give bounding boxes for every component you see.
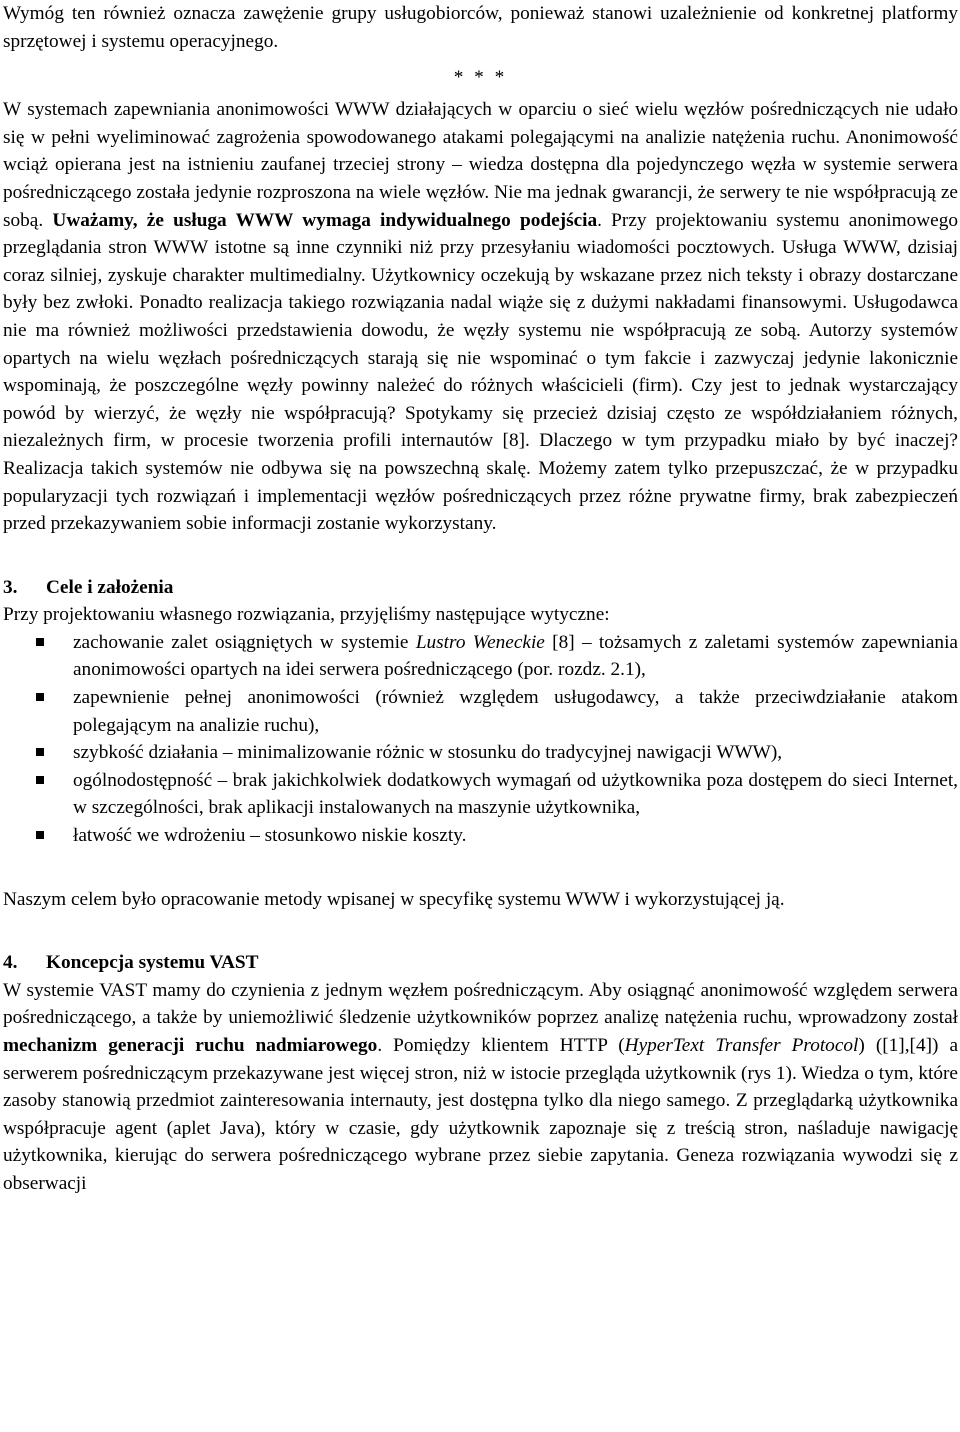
document-page [3, 0, 958, 1198]
spacer [3, 913, 958, 949]
anonymity-text-1: W systemach zapewniania anonimowości WWW działających w oparciu o sieć wielu węzłów pośredniczących nie udało się w pełni wyeliminować zagrożenia spowodowanego atakami polegającymi na analizie natężenia ruchu. Anonimowość wciąż opierana jest na istnieniu zaufanej trzeciej strony – wiedza dostępna dla pojedynczego węzła w systemie serwera pośredniczącego została jedynie rozproszona na wiele węzłów. Nie ma jednak gwarancji, że serwery te nie współpracują ze sobą. [3, 99, 958, 231]
section-4-heading [3, 949, 958, 977]
bullet-1-text-b: [8] – tożsamych z zaletami systemów zapewniania anonimowości opartych na idei serwera pośredniczącego (por. rozdz. 2.1), [73, 631, 958, 681]
anonymity-text-2: . Przy projektowaniu systemu anonimowego przeglądania stron WWW istotne są inne czynniki niż przy przesyłaniu wiadomości pocztowych. Usługa WWW, dzisiaj coraz silniej, zyskuje charakter multimedialny. Użytkownicy oczekują by wskazane przez nich teksty i obrazy dostarczane były bez zwłoki. Ponadto realizacja takiego rozwiązania nadal wiąże się z dużymi nakładami finansowymi. Usługodawca nie ma również możliwości przedstawienia dowodu, że węzły systemu nie współpracują ze sobą. Autorzy systemów opartych na wielu węzłach pośredniczących starają się nie wspominać o tym fakcie i zazwyczaj jedynie lakonicznie wspominają, że poszczególne węzły powinny należeć do różnych właścicieli (firm). Czy jest to jednak wystarczający powód by wierzyć, że węzły nie współpracują? Spotykamy się przecież dzisiaj często ze współdziałaniem różnych, niezależnych firm, w procesie tworzenia profili internautów [8]. Dlaczego w tym przypadku miało by być inaczej? Realizacja takich systemów nie odbywa się na powszechną skalę. Możemy zatem tylko przepuszczać, że w przypadku popularyzacji tych rozwiązań i implementacji węzłów pośredniczących przez różne prywatne firmy, brak zabezpieczeń przed przekazywaniem sobie informacji zostanie wykorzystany. [3, 209, 959, 535]
section-4-number: 4. [3, 952, 18, 974]
list-item [3, 739, 958, 767]
bullet-2-text: zapewnienie pełnej anonimowości (również względem usługodawcy, a także przeciwdziałanie atakom polegającym na analizie ruchu), [73, 687, 958, 736]
square-bullet-icon [36, 638, 44, 646]
goal-paragraph: Naszym celem było opracowanie metody wpisanej w specyfikę systemu WWW i wykorzystującej ją. [3, 888, 785, 910]
square-bullet-icon [36, 748, 44, 756]
vast-paragraph [3, 977, 958, 1198]
vast-text-a: W systemie VAST mamy do czynienia z jednym węzłem pośredniczącym. Aby osiągnąć anonimowość względem serwera pośredniczącego, a także by uniemożliwić śledzenie użytkowników poprzez analizę natężenia ruchu, wprowadzony został [3, 979, 958, 1029]
section-3-number: 3. [3, 576, 18, 598]
vast-text-b: . Pomiędzy klientem HTTP ( [377, 1035, 625, 1056]
bullet-3-text: szybkość działania – minimalizowanie różnic w stosunku do tradycyjnej nawigacji WWW), [73, 742, 783, 764]
list-item [3, 629, 958, 684]
square-bullet-icon [36, 776, 44, 784]
spacer [3, 850, 958, 886]
spacer [3, 538, 958, 574]
anonymity-bold-claim: Uważamy, że usługa WWW wymaga indywidualnego podejścia [52, 209, 598, 231]
bullet-1-italic: Lustro Weneckie [415, 631, 545, 653]
bullet-5-text: łatwość we wdrożeniu – stosunkowo niskie koszty. [73, 825, 467, 847]
section-4-title: Koncepcja systemu VAST [46, 952, 259, 974]
section-3-heading [3, 574, 958, 602]
vast-bold-term: mechanizm generacji ruchu nadmiarowego [3, 1035, 378, 1056]
bullet-1-text-a: zachowanie zalet osiągniętych w systemie [73, 631, 416, 653]
list-item [3, 822, 958, 850]
section-separator: * * * [453, 67, 508, 89]
list-item [3, 767, 958, 822]
anonymity-paragraph [3, 96, 958, 538]
bullet-4-text: ogólnodostępność – brak jakichkolwiek dodatkowych wymagań od użytkownika poza dostępem do sieci Internet, w szczególności, brak aplikacji instalowanych na maszynie użytkownika, [73, 769, 958, 819]
vast-italic-term: HyperText Transfer Protocol [624, 1035, 859, 1056]
guidelines-list [3, 629, 958, 850]
square-bullet-icon [36, 831, 44, 839]
intro-paragraph: Wymóg ten również oznacza zawężenie grupy usługobiorców, ponieważ stanowi uzależnienie od konkretnej platformy sprzętowej i systemu operacyjnego. [3, 3, 958, 52]
section-3-intro: Przy projektowaniu własnego rozwiązania, przyjęliśmy następujące wytyczne: [3, 604, 610, 626]
vast-text-c: ) ([1],[4]) a serwerem pośredniczącym przekazywane jest więcej stron, niż w istocie przegląda użytkownik (rys 1). Wiedza o tym, które zasoby stanowią przedmiot zainteresowania internauty, jest dostępna tylko dla niego samego. Z przeglądarką użytkownika współpracuje agent (aplet Java), który w czasie, gdy użytkownik zapoznaje się z treścią stron, naśladuje nawigację użytkownika, kierując do serwera pośredniczącego wybrane przez siebie zapytania. Geneza rozwiązania wywodzi się z obserwacji [3, 1035, 959, 1194]
square-bullet-icon [36, 693, 44, 701]
section-3-title: Cele i założenia [46, 576, 174, 598]
list-item [3, 684, 958, 739]
